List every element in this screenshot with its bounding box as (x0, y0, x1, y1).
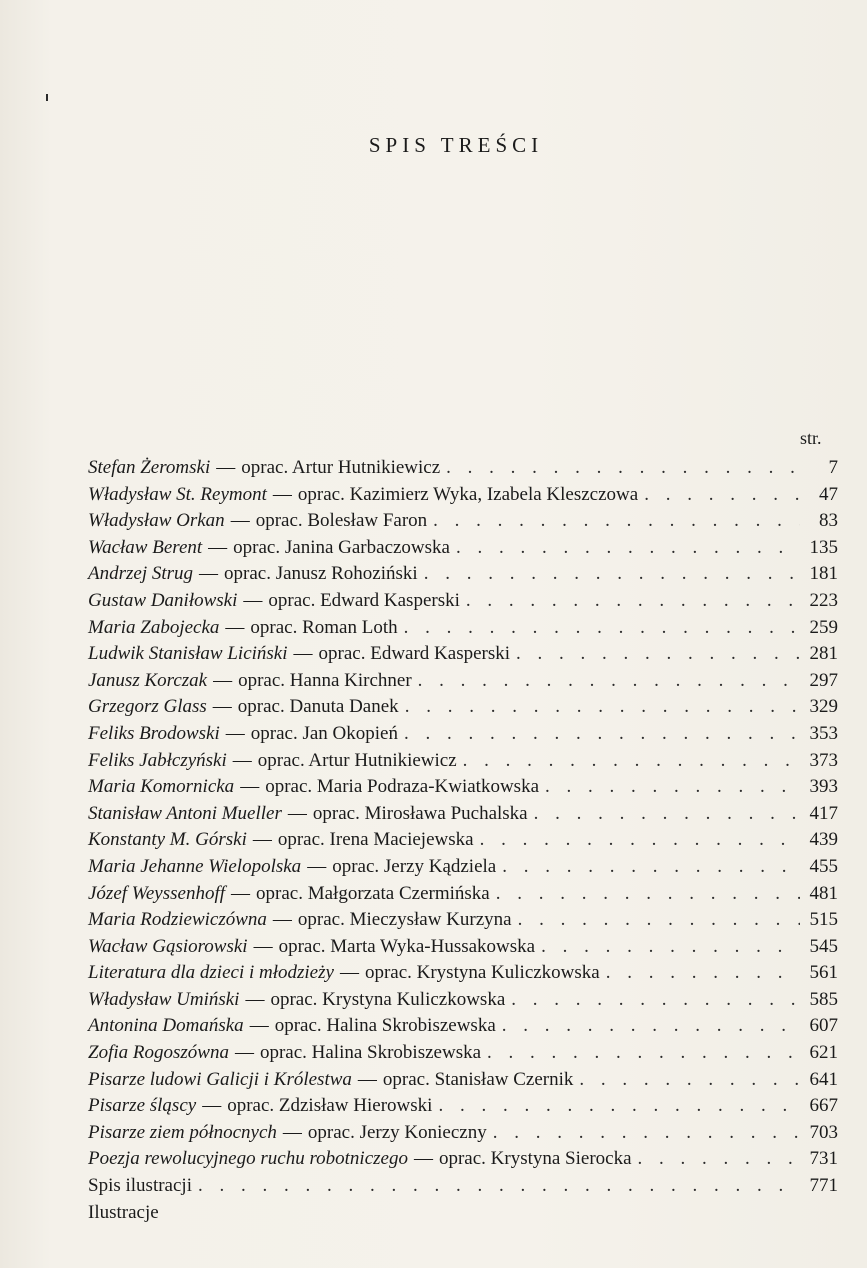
toc-label: Ilustracje (88, 1201, 159, 1223)
toc-dash: — (293, 643, 313, 665)
toc-author: Stanisław Antoni Mueller (88, 802, 282, 824)
toc-leader-dots (399, 694, 800, 721)
toc-author: Feliks Jabłczyński (88, 749, 227, 771)
toc-entry (88, 694, 838, 721)
toc-dash: — (245, 988, 265, 1010)
toc-entry (88, 854, 838, 881)
toc-dash: — (339, 962, 359, 984)
toc-editor: oprac. Krystyna Kuliczkowska (364, 962, 600, 984)
toc-entry (88, 721, 838, 748)
toc-page-number: 731 (809, 1148, 838, 1170)
toc-page-number: 439 (809, 829, 838, 851)
toc-dash: — (357, 1068, 377, 1090)
toc-entry (88, 827, 838, 854)
toc-leader-dots (418, 561, 800, 588)
toc-editor: oprac. Maria Podraza-Kwiatkowska (265, 776, 539, 798)
toc-dash: — (216, 457, 236, 478)
toc-page-number: 259 (809, 616, 838, 638)
toc-editor: oprac. Edward Kasperski (268, 589, 460, 611)
toc-author: Pisarze śląscy (88, 1095, 197, 1117)
toc-leader-dots (460, 588, 800, 615)
toc-entry (88, 641, 838, 668)
toc-entry (88, 668, 838, 695)
toc-page-number: 481 (809, 882, 838, 904)
toc-editor: oprac. Mirosława Puchalska (312, 802, 528, 824)
toc-entry (88, 615, 838, 642)
toc-author: Pisarze ziem północnych (88, 1121, 277, 1143)
toc-editor: oprac. Artur Hutnikiewicz (241, 457, 441, 478)
toc-author: Maria Jehanne Wielopolska (88, 855, 302, 877)
toc-editor: oprac. Jerzy Kądziela (332, 855, 497, 877)
toc-page-number: 223 (809, 589, 838, 611)
toc-entry (88, 987, 838, 1014)
toc-leader-dots (505, 987, 800, 1014)
toc-dash: — (272, 483, 292, 505)
toc-dash: — (208, 536, 228, 558)
toc-entry (88, 1040, 838, 1067)
toc-editor: oprac. Kazimierz Wyka, Izabela Kleszczowa (297, 483, 639, 505)
toc-leader-dots (512, 907, 800, 934)
toc-editor: oprac. Irena Maciejewska (277, 829, 474, 851)
toc-author: Władysław Umiński (88, 988, 240, 1010)
toc-page-number: 417 (809, 802, 838, 824)
toc-leader-dots (638, 482, 800, 509)
toc-entry (88, 535, 838, 562)
toc-editor: oprac. Mieczysław Kurzyna (297, 909, 512, 931)
page-column-label: str. (800, 428, 822, 448)
toc-leader-dots (481, 1040, 800, 1067)
toc-leader-dots (398, 721, 800, 748)
toc-leader-dots (192, 1173, 800, 1200)
toc-entry (88, 960, 838, 987)
toc-dash: — (202, 1095, 222, 1117)
toc-entry (88, 455, 838, 482)
toc-page-number: 667 (809, 1095, 838, 1117)
toc-entry (88, 934, 838, 961)
table-of-contents (88, 455, 838, 1226)
toc-dash: — (199, 563, 219, 585)
toc-page-number: 281 (809, 643, 838, 665)
toc-dash: — (212, 696, 232, 718)
toc-page-number: 83 (819, 510, 838, 532)
toc-leader-dots (632, 1146, 800, 1173)
toc-leader-dots (427, 508, 800, 535)
toc-editor: oprac. Krystyna Sierocka (438, 1148, 632, 1170)
toc-entry-illustrations-list (88, 1173, 838, 1200)
toc-page-number: 703 (809, 1121, 838, 1143)
toc-entry (88, 1067, 838, 1094)
toc-author: Janusz Korczak (88, 669, 208, 691)
toc-dash: — (253, 935, 273, 957)
toc-leader-dots (539, 774, 800, 801)
toc-page-number: 47 (819, 483, 838, 505)
toc-editor: oprac. Jerzy Konieczny (307, 1121, 487, 1143)
toc-author: Literatura dla dzieci i młodzieży (88, 962, 334, 984)
toc-dash: — (249, 1015, 269, 1037)
toc-author: Konstanty M. Górski (88, 829, 247, 851)
toc-leader-dots (474, 827, 800, 854)
toc-editor: oprac. Krystyna Kuliczkowska (270, 988, 506, 1010)
toc-leader-dots (600, 960, 800, 987)
toc-page-number: 393 (809, 776, 838, 798)
toc-editor: oprac. Zdzisław Hierowski (227, 1095, 433, 1117)
toc-author: Wacław Berent (88, 536, 203, 558)
toc-author: Maria Rodziewiczówna (88, 909, 267, 931)
toc-page-number: 545 (809, 935, 838, 957)
toc-dash: — (240, 776, 260, 798)
toc-author: Józef Weyssenhoff (88, 882, 226, 904)
toc-entry (88, 881, 838, 908)
toc-editor: oprac. Stanisław Czernik (382, 1068, 574, 1090)
toc-author: Władysław Orkan (88, 510, 225, 532)
toc-dash: — (213, 669, 233, 691)
toc-leader-dots (496, 854, 800, 881)
toc-dash: — (234, 1042, 254, 1064)
toc-editor: oprac. Halina Skrobiszewska (274, 1015, 496, 1037)
toc-dash: — (413, 1148, 433, 1170)
toc-leader-dots (440, 455, 800, 482)
toc-editor: oprac. Halina Skrobiszewska (259, 1042, 482, 1064)
toc-page-number: 373 (809, 749, 838, 771)
toc-editor: oprac. Artur Hutnikiewicz (257, 749, 457, 771)
toc-dash: — (243, 589, 263, 611)
toc-entry (88, 508, 838, 535)
toc-dash: — (252, 829, 272, 851)
toc-author: Władysław St. Reymont (88, 483, 267, 505)
toc-page-number: 641 (809, 1068, 838, 1090)
toc-page-number: 455 (809, 855, 838, 877)
toc-leader-dots (490, 881, 800, 908)
toc-dash: — (225, 616, 245, 638)
toc-author: Poezja rewolucyjnego ruchu robotniczego (88, 1148, 408, 1170)
toc-dash: — (272, 909, 292, 931)
toc-leader-dots (432, 1093, 800, 1120)
toc-editor: oprac. Hanna Kirchner (238, 669, 412, 691)
toc-author: Antonina Domańska (88, 1015, 244, 1037)
toc-page-number: 135 (809, 536, 838, 558)
toc-entry (88, 1146, 838, 1173)
toc-dash: — (282, 1121, 302, 1143)
toc-editor: oprac. Janina Garbaczowska (233, 536, 450, 558)
toc-leader-dots (457, 748, 800, 775)
toc-page-number: 515 (809, 909, 838, 931)
toc-leader-dots (450, 535, 800, 562)
toc-page-number: 771 (809, 1175, 838, 1197)
toc-entry (88, 1120, 838, 1147)
toc-author: Grzegorz Glass (88, 696, 207, 718)
toc-leader-dots (510, 641, 800, 668)
toc-entry (88, 1013, 838, 1040)
toc-editor: oprac. Małgorzata Czermińska (256, 882, 490, 904)
toc-leader-dots (496, 1013, 800, 1040)
toc-dash: — (225, 722, 245, 744)
toc-entry (88, 1093, 838, 1120)
toc-author: Gustaw Daniłowski (88, 589, 238, 611)
toc-author: Andrzej Strug (88, 563, 194, 585)
toc-author: Ludwik Stanisław Liciński (88, 643, 288, 665)
toc-editor: oprac. Marta Wyka-Hussakowska (278, 935, 536, 957)
toc-editor: oprac. Jan Okopień (250, 722, 398, 744)
toc-entry (88, 561, 838, 588)
toc-page-number: 607 (809, 1015, 838, 1037)
toc-page-number: 329 (809, 696, 838, 718)
toc-author: Pisarze ludowi Galicji i Królestwa (88, 1068, 352, 1090)
toc-entry (88, 482, 838, 509)
toc-author: Zofia Rogoszówna (88, 1042, 229, 1064)
print-speck (46, 94, 48, 101)
toc-entry (88, 748, 838, 775)
toc-author: Maria Zabojecka (88, 616, 220, 638)
toc-entry (88, 801, 838, 828)
toc-page-number: 585 (809, 988, 838, 1010)
toc-dash: — (287, 802, 307, 824)
toc-editor: oprac. Danuta Danek (237, 696, 399, 718)
toc-editor: oprac. Edward Kasperski (318, 643, 511, 665)
toc-author: Wacław Gąsiorowski (88, 935, 248, 957)
toc-page-number: 621 (809, 1042, 838, 1064)
toc-editor: oprac. Roman Loth (250, 616, 398, 638)
toc-dash: — (232, 749, 252, 771)
page-title: SPIS TREŚCI (368, 133, 544, 157)
toc-leader-dots (528, 801, 800, 828)
toc-entry-illustrations (88, 1200, 838, 1227)
toc-author: Feliks Brodowski (88, 722, 220, 744)
toc-page-number: 561 (809, 962, 838, 984)
toc-dash: — (307, 855, 327, 877)
toc-leader-dots (487, 1120, 800, 1147)
toc-page-number: 7 (828, 457, 838, 478)
toc-leader-dots (398, 615, 800, 642)
toc-author: Stefan Żeromski (88, 457, 211, 478)
toc-entry (88, 588, 838, 615)
toc-leader-dots (573, 1067, 800, 1094)
toc-editor: oprac. Bolesław Faron (255, 510, 428, 532)
toc-leader-dots (412, 668, 800, 695)
toc-dash: — (230, 510, 250, 532)
toc-page-number: 353 (809, 722, 838, 744)
toc-page-number: 297 (809, 669, 838, 691)
toc-editor: oprac. Janusz Rohoziński (224, 563, 418, 585)
toc-entry (88, 907, 838, 934)
toc-page-number: 181 (809, 563, 838, 585)
toc-dash: — (231, 882, 251, 904)
toc-label: Spis ilustracji (88, 1175, 192, 1197)
toc-entry (88, 774, 838, 801)
toc-leader-dots (535, 934, 800, 961)
toc-author: Maria Komornicka (88, 776, 235, 798)
